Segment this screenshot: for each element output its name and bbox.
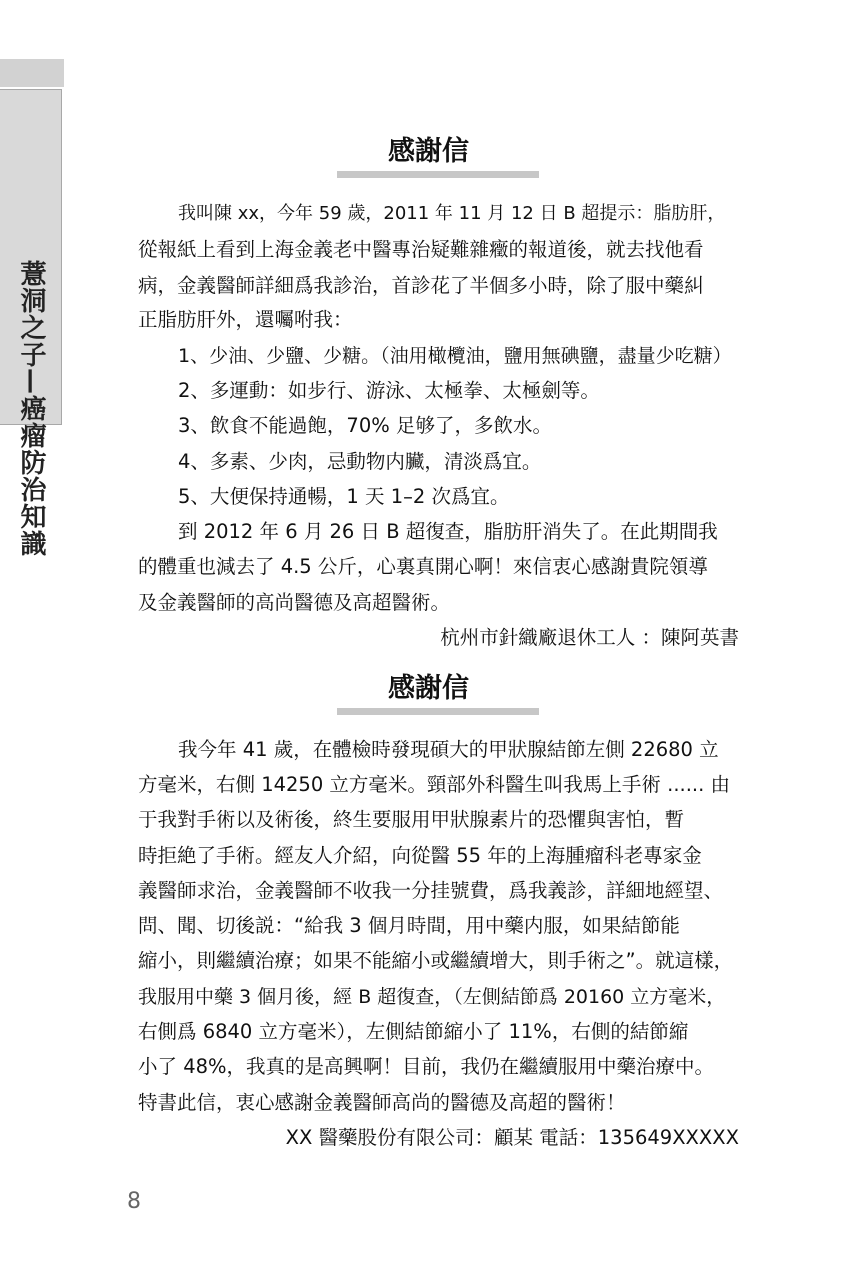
letter1-line-12: 及金義醫師的高尚醫德及高超醫術。 bbox=[138, 591, 451, 614]
letter1-list-item-5: 5、大便保持通暢，1 天 1–2 次爲宜。 bbox=[178, 485, 510, 508]
letter1-line-11: 的體重也減去了 4.5 公斤，心裏真開心啊！來信衷心感謝貴院領導 bbox=[138, 555, 708, 578]
side-tab-label: 薏洞之子—癌瘤防治知識 bbox=[16, 260, 46, 557]
letter1-list-item-3: 3、飲食不能過飽，70% 足够了，多飲水。 bbox=[178, 414, 552, 437]
letter2-line-7: 縮小，則繼續治療；如果不能縮小或繼續增大，則手術之”。就這樣， bbox=[138, 949, 734, 972]
letter1-title: 感謝信 bbox=[388, 136, 469, 167]
letter2-signature: XX 醫藥股份有限公司：顧某 電話：135649XXXXX bbox=[285, 1126, 739, 1149]
letter1-signature: 杭州市針織廠退休工人 ：陳阿英書 bbox=[440, 626, 739, 649]
letter2-line-3: 于我對手術以及術後，終生要服用甲狀腺素片的恐懼與害怕，暫 bbox=[138, 808, 685, 831]
letter1-list-item-2: 2、多運動：如步行、游泳、太極拳、太極劍等。 bbox=[178, 379, 600, 402]
letter2-line-9: 右側爲 6840 立方毫米），左側結節縮小了 11%，右側的結節縮 bbox=[138, 1020, 689, 1043]
letter1-line-1: 我叫陳 xx，今年 59 歲，2011 年 11 月 12 日 B 超提示：脂肪肝， bbox=[178, 203, 726, 224]
letter2-line-6: 問、聞、切後説：“給我 3 個月時間，用中藥内服，如果結節能 bbox=[138, 914, 680, 937]
page-number: 8 bbox=[127, 1189, 141, 1214]
letter1-list-item-1: 1、少油、少鹽、少糖。（油用橄欖油，鹽用無碘鹽，盡量少吃糖） bbox=[178, 345, 732, 367]
letter1-line-2: 從報紙上看到上海金義老中醫專治疑難雜癥的報道後，就去找他看 bbox=[138, 238, 704, 261]
letter2-title-bar bbox=[337, 708, 539, 715]
letter2-line-4: 時拒絶了手術。經友人介紹，向從醫 55 年的上海腫瘤科老專家金 bbox=[138, 844, 702, 867]
letter1-title-bar bbox=[337, 171, 539, 178]
letter2-line-5: 義醫師求治，金義醫師不收我一分挂號費，爲我義診，詳細地經望、 bbox=[138, 879, 724, 902]
letter2-line-10: 小了 48%，我真的是高興啊！目前，我仍在繼續服用中藥治療中。 bbox=[138, 1055, 715, 1078]
letter2-line-11: 特書此信，衷心感謝金義醫師高尚的醫德及高超的醫術！ bbox=[138, 1091, 626, 1114]
side-strip-top bbox=[0, 59, 64, 87]
letter2-title: 感謝信 bbox=[388, 673, 469, 704]
letter2-line-8: 我服用中藥 3 個月後，經 B 超復查，（左側結節爲 20160 立方毫米， bbox=[138, 986, 726, 1008]
letter1-line-10: 到 2012 年 6 月 26 日 B 超復查，脂肪肝消失了。在此期間我 bbox=[178, 520, 718, 543]
letter1-list-item-4: 4、多素、少肉，忌動物内臟，清淡爲宜。 bbox=[178, 450, 542, 473]
letter1-line-4: 正脂肪肝外，還囑咐我： bbox=[138, 308, 353, 331]
letter2-line-2: 方毫米，右側 14250 立方毫米。頸部外科醫生叫我馬上手術 ...... 由 bbox=[138, 773, 731, 796]
letter1-line-3: 病，金義醫師詳細爲我診治，首診花了半個多小時，除了服中藥糾 bbox=[138, 274, 704, 297]
letter2-line-1: 我今年 41 歲，在體檢時發現碩大的甲狀腺結節左側 22680 立 bbox=[178, 738, 719, 761]
